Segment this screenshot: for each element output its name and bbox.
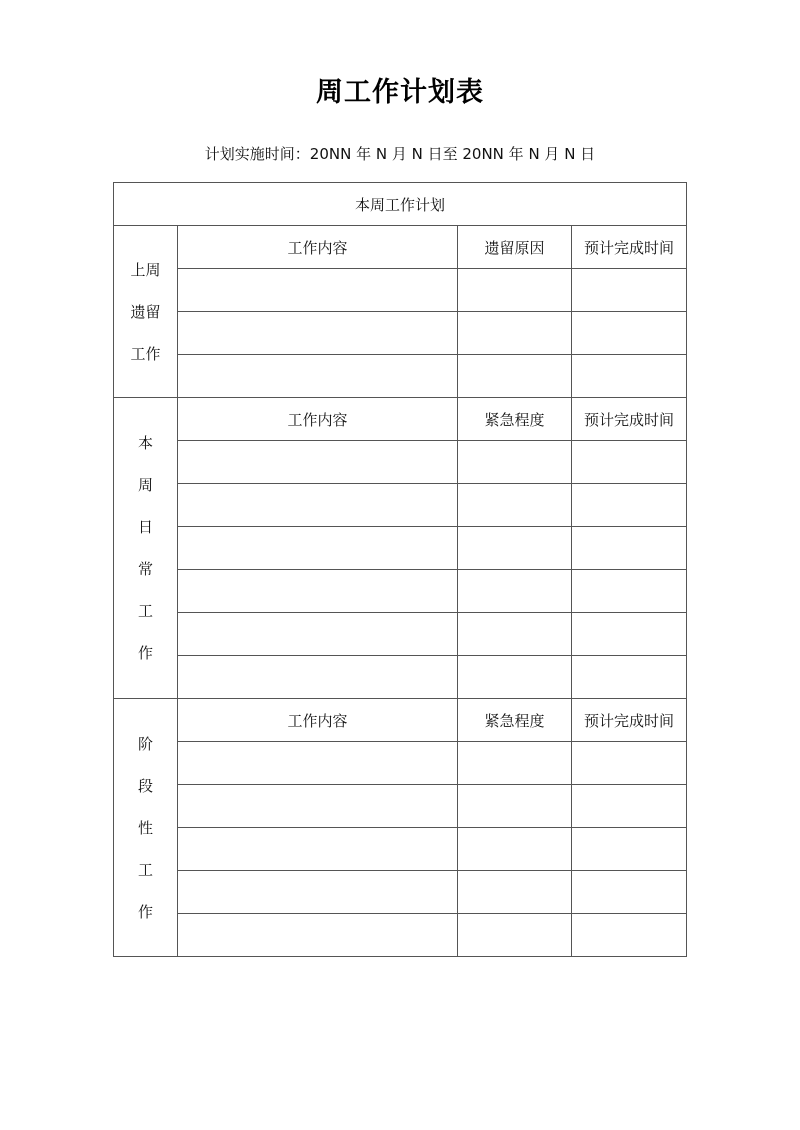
blank-cell — [178, 312, 458, 355]
column-header-content: 工作内容 — [178, 699, 458, 742]
section-header-row — [114, 398, 687, 441]
blank-cell — [458, 742, 572, 785]
table-row — [114, 828, 687, 871]
blank-cell — [458, 656, 572, 699]
blank-cell — [178, 785, 458, 828]
blank-cell — [572, 656, 687, 699]
table-row — [114, 355, 687, 398]
blank-cell — [178, 441, 458, 484]
section-label-line: 工 — [137, 860, 153, 879]
column-header-due: 预计完成时间 — [572, 699, 687, 742]
blank-cell — [572, 828, 687, 871]
blank-cell — [458, 355, 572, 398]
blank-cell — [178, 914, 458, 957]
plan-period: 计划实施时间：20NN 年 N 月 N 日至 20NN 年 N 月 N 日 — [204, 145, 596, 163]
blank-cell — [458, 613, 572, 656]
section-label-carryover — [114, 226, 178, 398]
section-label-line: 本 — [137, 434, 153, 452]
blank-cell — [178, 570, 458, 613]
weekly-plan-table — [113, 182, 687, 957]
section-header-row — [114, 226, 687, 269]
section-label-line: 工作 — [130, 344, 161, 363]
table-row — [114, 613, 687, 656]
blank-cell — [458, 828, 572, 871]
section-label-line: 作 — [137, 902, 153, 921]
blank-cell — [178, 355, 458, 398]
section-label-daily — [114, 398, 178, 699]
column-header-urgency: 紧急程度 — [458, 699, 572, 742]
section-label-line: 上周 — [130, 260, 161, 279]
table-header-row — [114, 183, 687, 226]
blank-cell — [178, 269, 458, 312]
blank-cell — [458, 570, 572, 613]
table-row — [114, 656, 687, 699]
table-row — [114, 871, 687, 914]
section-label-line: 工 — [137, 602, 153, 620]
table-row — [114, 570, 687, 613]
table-row — [114, 914, 687, 957]
blank-cell — [458, 312, 572, 355]
blank-cell — [178, 828, 458, 871]
page-title: 周工作计划表 — [316, 77, 484, 108]
blank-cell — [572, 570, 687, 613]
column-header-reason: 遗留原因 — [458, 226, 572, 269]
column-header-due: 预计完成时间 — [572, 398, 687, 441]
blank-cell — [458, 785, 572, 828]
blank-cell — [178, 871, 458, 914]
blank-cell — [572, 312, 687, 355]
blank-cell — [572, 914, 687, 957]
blank-cell — [572, 613, 687, 656]
table-row — [114, 742, 687, 785]
table-row — [114, 269, 687, 312]
section-label-line: 遗留 — [130, 302, 161, 321]
blank-cell — [178, 527, 458, 570]
blank-cell — [458, 527, 572, 570]
blank-cell — [572, 355, 687, 398]
section-label-line: 性 — [137, 818, 153, 837]
blank-cell — [178, 742, 458, 785]
blank-cell — [572, 484, 687, 527]
section-label-line: 作 — [137, 644, 153, 662]
blank-cell — [572, 785, 687, 828]
section-label-line: 日 — [137, 518, 153, 536]
blank-cell — [572, 527, 687, 570]
section-label-line: 段 — [137, 776, 153, 795]
blank-cell — [178, 484, 458, 527]
section-label-line: 常 — [137, 560, 153, 578]
section-label-phased — [114, 699, 178, 957]
section-header-row — [114, 699, 687, 742]
column-header-content: 工作内容 — [178, 398, 458, 441]
column-header-due: 预计完成时间 — [572, 226, 687, 269]
table-header: 本周工作计划 — [114, 183, 687, 226]
blank-cell — [458, 871, 572, 914]
blank-cell — [178, 656, 458, 699]
table-row — [114, 527, 687, 570]
blank-cell — [178, 613, 458, 656]
table-row — [114, 484, 687, 527]
blank-cell — [572, 871, 687, 914]
blank-cell — [458, 484, 572, 527]
table-row — [114, 441, 687, 484]
blank-cell — [572, 269, 687, 312]
table-row — [114, 785, 687, 828]
blank-cell — [458, 914, 572, 957]
blank-cell — [458, 441, 572, 484]
section-label-line: 阶 — [137, 734, 153, 753]
section-label-line: 周 — [137, 476, 153, 494]
table-row — [114, 312, 687, 355]
blank-cell — [572, 742, 687, 785]
blank-cell — [572, 441, 687, 484]
column-header-urgency: 紧急程度 — [458, 398, 572, 441]
column-header-content: 工作内容 — [178, 226, 458, 269]
blank-cell — [458, 269, 572, 312]
